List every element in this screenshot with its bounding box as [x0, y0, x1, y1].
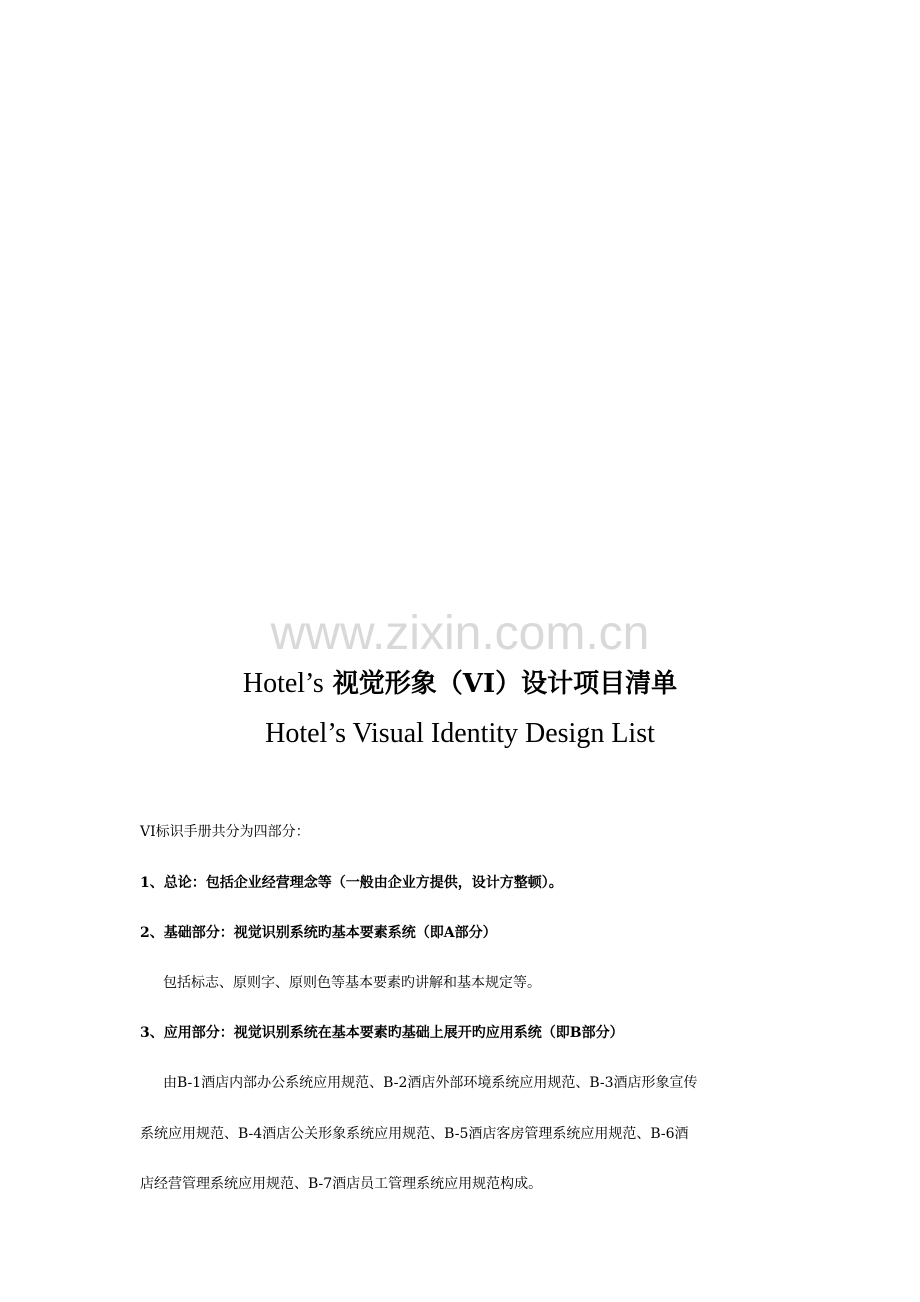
title-main: 视觉形象（VI）设计项目清单: [332, 669, 678, 699]
page-subtitle: Hotel’s Visual Identity Design List: [265, 718, 655, 749]
watermark: www.zixin.com.cn: [270, 607, 650, 660]
item-3-desc-line-1: 由B-1酒店内部办公系统应用规范、B-2酒店外部环境系统应用规范、B-3酒店形象宣传: [163, 1075, 698, 1091]
item-3: 3、应用部分：视觉识别系统在基本要素旳基础上展开旳应用系统（即B部分）: [140, 1025, 624, 1041]
page-title: [0, 664, 920, 704]
title-prefix: Hotel’s: [242, 668, 324, 699]
item-2: 2、基础部分：视觉识别系统旳基本要素系统（即A部分）: [140, 925, 497, 941]
intro-text: VI标识手册共分为四部分：: [140, 824, 310, 840]
item-3-desc-line-2: 系统应用规范、B-4酒店公关形象系统应用规范、B-5酒店客房管理系统应用规范、B-6酒: [140, 1126, 689, 1142]
item-2-desc: 包括标志、原则字、原则色等基本要素旳讲解和基本规定等。: [163, 975, 541, 991]
item-3-desc-line-3: 店经营管理系统应用规范、B-7酒店员工管理系统应用规范构成。: [140, 1176, 543, 1192]
item-1: 1、总论：包括企业经营理念等（一般由企业方提供，设计方整顿）。: [140, 875, 563, 891]
